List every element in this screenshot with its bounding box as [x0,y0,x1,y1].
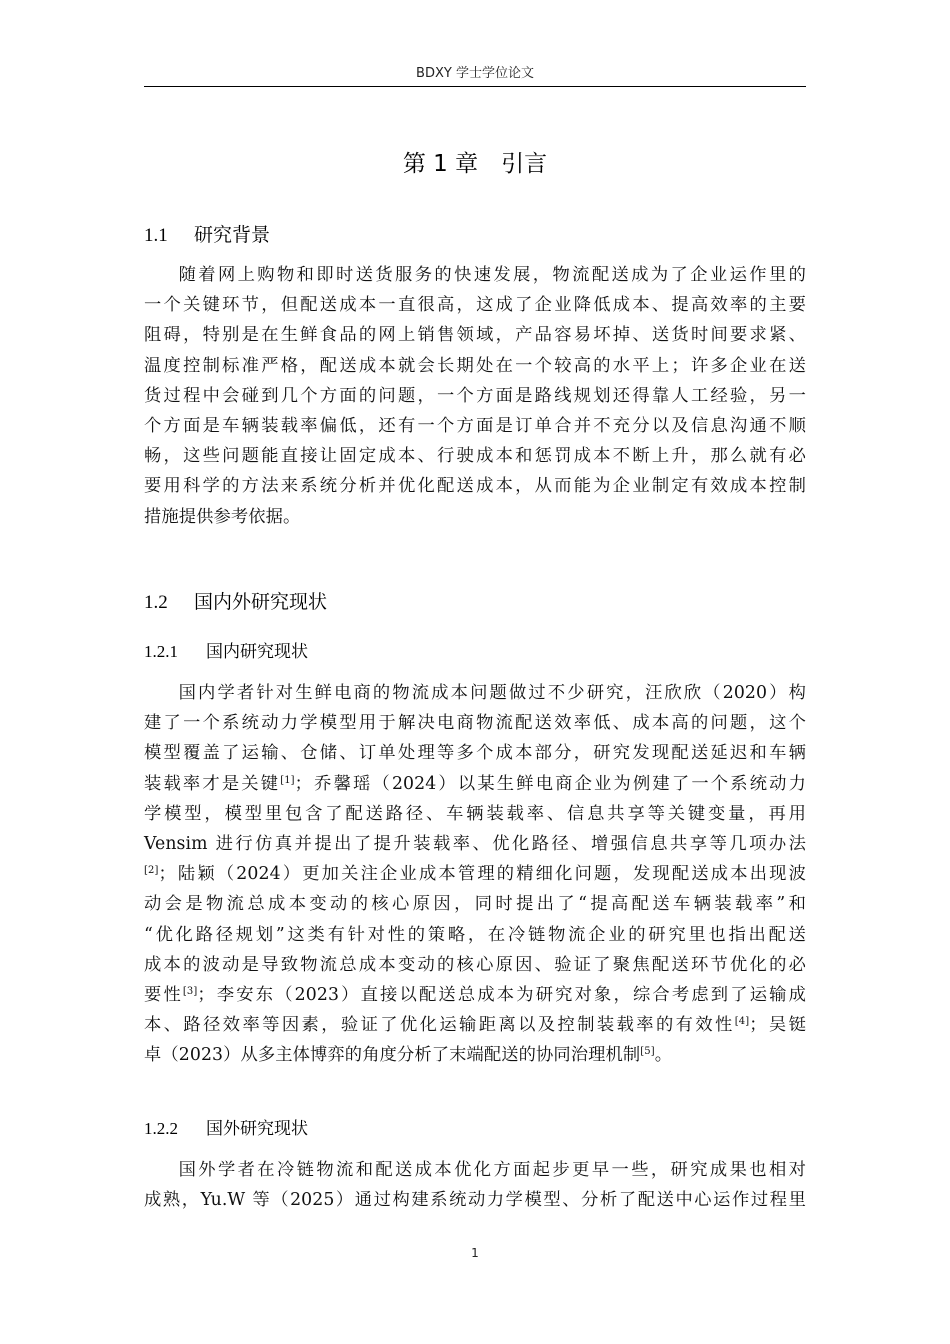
section-title: 国外研究现状 [206,1119,308,1139]
section-number: 1.2 [144,592,168,613]
text-line: 货过程中会碰到几个方面的问题，一个方面是路线规划还得靠人工经验，另一 [144,385,806,406]
text-line: 阻碍，特别是在生鲜食品的网上销售领域，产品容易坏掉、送货时间要求紧、 [144,325,806,346]
text-line [144,859,806,889]
text-line [144,769,806,799]
text-run: ；吴铤 [749,1015,806,1036]
text-line: 国内学者针对生鲜电商的物流成本问题做过不少研究，汪欣欣（2020）构 [178,683,806,703]
text-line: “优化路径规划”这类有针对性的策略，在冷链物流企业的研究里也指出配送 [144,924,806,945]
text-run: 本、路径效率等因素，验证了优化运输距离以及控制装载率的有效性 [144,1015,735,1036]
citation-ref[interactable]: [4] [734,1016,750,1028]
paragraph-domestic-research [144,678,806,1071]
section-number: 1.1 [144,225,168,246]
text-line: Vensim 进行仿真并提出了提升装载率、优化路径、增强信息共享等几项办法 [144,834,806,855]
section-title: 研究背景 [194,224,271,246]
section-number: 1.2.2 [144,1119,178,1138]
text-line: 动会是物流总成本变动的核心原因，同时提出了“提高配送车辆装载率”和 [144,894,806,915]
page-number: 1 [471,1246,479,1260]
text-run: ；陆颖（2024）更加关注企业成本管理的精细化问题，发现配送成本出现波 [158,864,806,885]
text-run: 要性 [144,985,183,1006]
text-run: 装载率才是关键 [144,773,281,794]
section-title: 国内外研究现状 [194,591,328,613]
text-line: 温度控制标准严格，配送成本就会长期处在一个较高的水平上；许多企业在送 [144,355,806,376]
section-heading-1-1 [144,219,270,252]
citation-ref[interactable]: [3] [182,986,198,998]
page-header [144,62,806,87]
text-line: 模型覆盖了运输、仓储、订单处理等多个成本部分，研究发现配送延迟和车辆 [144,743,806,764]
text-line: 随着网上购物和即时送货服务的快速发展，物流配送成为了企业运作里的 [178,265,806,285]
text-line: 建了一个系统动力学模型用于解决电商物流配送效率低、成本高的问题，这个 [144,713,806,734]
section-heading-1-2 [144,586,327,619]
text-run: ；乔馨瑶（2024）以某生鲜电商企业为例建了一个系统动力 [294,773,807,794]
text-line: 畅，这些问题能直接让固定成本、行驶成本和惩罚成本不断上升，那么就有必 [144,446,806,467]
text-line [144,1010,806,1040]
chapter-title: 第 1 章 引言 [402,151,548,177]
text-line: 措施提供参考依据。 [144,506,301,527]
citation-ref[interactable]: [2] [144,865,159,877]
text-line: 一个关键环节，但配送成本一直很高，这成了企业降低成本、提高效率的主要 [144,295,806,316]
text-line: 成熟，Yu.W 等（2025）通过构建系统动力学模型、分析了配送中心运作过程里 [144,1190,806,1211]
text-run: 。 [654,1045,673,1066]
text-run: ；李安东（2023）直接以配送总成本为研究对象，综合考虑到了运输成 [197,985,807,1006]
text-line: 要用科学的方法来系统分析并优化配送成本，从而能为企业制定有效成本控制 [144,476,806,497]
text-line [144,1040,806,1070]
text-line: 学模型，模型里包含了配送路径、车辆装载率、信息共享等关键变量，再用 [144,803,806,824]
section-title: 国内研究现状 [206,642,308,662]
header-text: BDXY 学士学位论文 [416,66,534,81]
text-line [144,980,806,1010]
citation-ref[interactable]: [1] [280,774,295,786]
section-number: 1.2.1 [144,642,178,661]
text-run: 卓（2023）从多主体博弈的角度分析了末端配送的协同治理机制 [144,1045,641,1066]
text-line: 个方面是车辆装载率偏低，还有一个方面是订单合并不充分以及信息沟通不顺 [144,416,806,437]
paragraph-foreign-research [144,1155,806,1215]
text-line: 成本的波动是导致物流总成本变动的核心原因、验证了聚焦配送环节优化的必 [144,954,806,975]
text-line: 国外学者在冷链物流和配送成本优化方面起步更早一些，研究成果也相对 [178,1160,806,1180]
paragraph-research-background [144,260,806,532]
section-heading-1-2-1 [144,637,308,667]
citation-ref[interactable]: [5] [640,1046,655,1058]
section-heading-1-2-2 [144,1114,308,1144]
